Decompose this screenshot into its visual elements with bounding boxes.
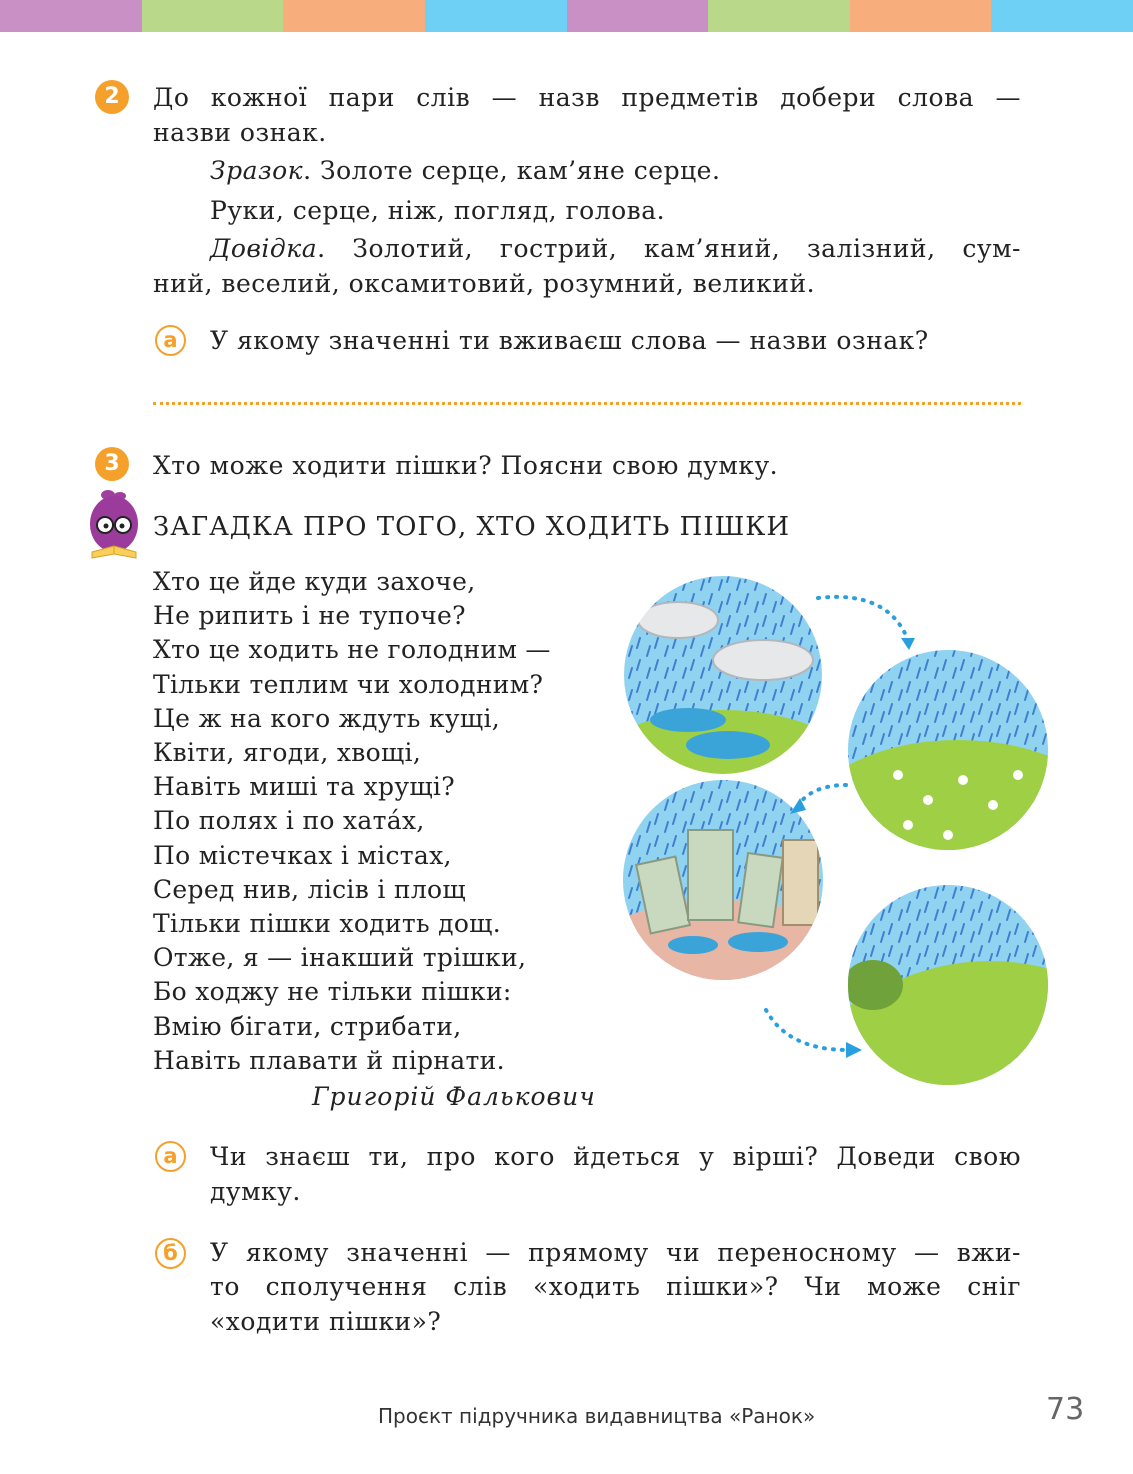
poem-line: Тільки пішки ходить дощ. (153, 909, 501, 939)
subtask-a-badge: а (155, 325, 186, 356)
poem (153, 565, 551, 1078)
meadow-scene (808, 645, 1058, 900)
poem-line: Отже, я — інакший трішки, (153, 943, 527, 973)
poem-line: Навіть плавати й пірнати. (153, 1045, 505, 1075)
task-3-instruction: Хто може ходити пішки? Поясни свою думку. (153, 451, 779, 480)
poem-line: Хто це йде куди захоче, (153, 567, 476, 596)
task-3-subtask-a-cont: думку. (210, 1177, 301, 1206)
poem-line: Хто це ходить не голодним — (153, 635, 551, 665)
hint-text: . Золотий, гострий, кам’яний, залізний, сум- (317, 234, 1021, 263)
subtask-b-badge: б (155, 1238, 186, 1269)
poem-line: Квіти, ягоди, хвощі, (153, 738, 422, 768)
task-3-subtask-a: Чи знаєш ти, про кого йдеться у вірші? Доведи свою (210, 1142, 1021, 1171)
reading-owl-icon (84, 488, 144, 564)
poem-line: По містечках і містах, (153, 840, 452, 870)
poem-line: Це ж на кого ждуть кущі, (153, 703, 500, 733)
color-segment (0, 0, 142, 32)
poem-line: Серед нив, лісів і площ (153, 874, 466, 904)
arrow-head (901, 638, 915, 650)
task-2-hint-cont: ний, веселий, оксамитовий, розумний, великий. (153, 269, 816, 298)
color-segment (850, 0, 992, 32)
rain-illustration (618, 570, 1058, 1100)
poem-line: Тільки теплим чи холодним? (153, 669, 544, 699)
poem-title: ЗАГАДКА ПРО ТОГО, ХТО ХОДИТЬ ПІШКИ (153, 512, 791, 542)
task-2-instruction: До кожної пари слів — назв предметів добери слова — (153, 83, 1021, 112)
poem-line: Не рипить і не тупоче? (153, 601, 466, 631)
color-segment (708, 0, 850, 32)
section-divider (153, 402, 1021, 405)
poem-line: По полях і по хата́х, (153, 806, 425, 836)
task-2-sample (210, 153, 720, 189)
hint-label: Довідка (210, 234, 318, 263)
subtask-a-badge: а (155, 1141, 186, 1172)
task-3-subtask-b-end: «ходити пішки»? (210, 1307, 442, 1336)
color-segment (425, 0, 567, 32)
task-3-subtask-b: У якому значенні — прямому чи переносному — вжи- (210, 1238, 1021, 1267)
task-2-hint (210, 231, 1021, 267)
sample-label: Зразок (210, 156, 304, 185)
color-stripe (0, 0, 1133, 32)
poem-line: Вмію бігати, стрибати, (153, 1011, 462, 1041)
task-2-subtask-a: У якому значенні ти вживаєш слова — назви ознак? (210, 326, 929, 355)
sample-text: . Золоте серце, кам’яне серце. (303, 156, 721, 185)
color-segment (283, 0, 425, 32)
poem-author: Григорій Фалькович (312, 1082, 596, 1111)
task-2-words: Руки, серце, ніж, погляд, голова. (210, 196, 666, 225)
color-segment (142, 0, 284, 32)
hill-scene (843, 880, 1053, 1090)
city-scene (618, 775, 873, 1040)
publisher-footer: Проєкт підручника видавництва «Ранок» (378, 1404, 816, 1428)
arrow-head (846, 1042, 862, 1058)
task-number-2-badge: 2 (95, 80, 129, 114)
poem-line: Навіть миші та хрущі? (153, 772, 455, 802)
color-segment (567, 0, 709, 32)
task-number-3-badge: 3 (95, 447, 129, 481)
task-3-subtask-b-cont: то сполучення слів «ходить пішки»? Чи може сніг (210, 1272, 1021, 1301)
poem-line: Бо ходжу не тільки пішки: (153, 977, 512, 1007)
task-2-instruction-cont: назви ознак. (153, 118, 327, 147)
color-segment (991, 0, 1133, 32)
page-number: 73 (1046, 1392, 1085, 1427)
